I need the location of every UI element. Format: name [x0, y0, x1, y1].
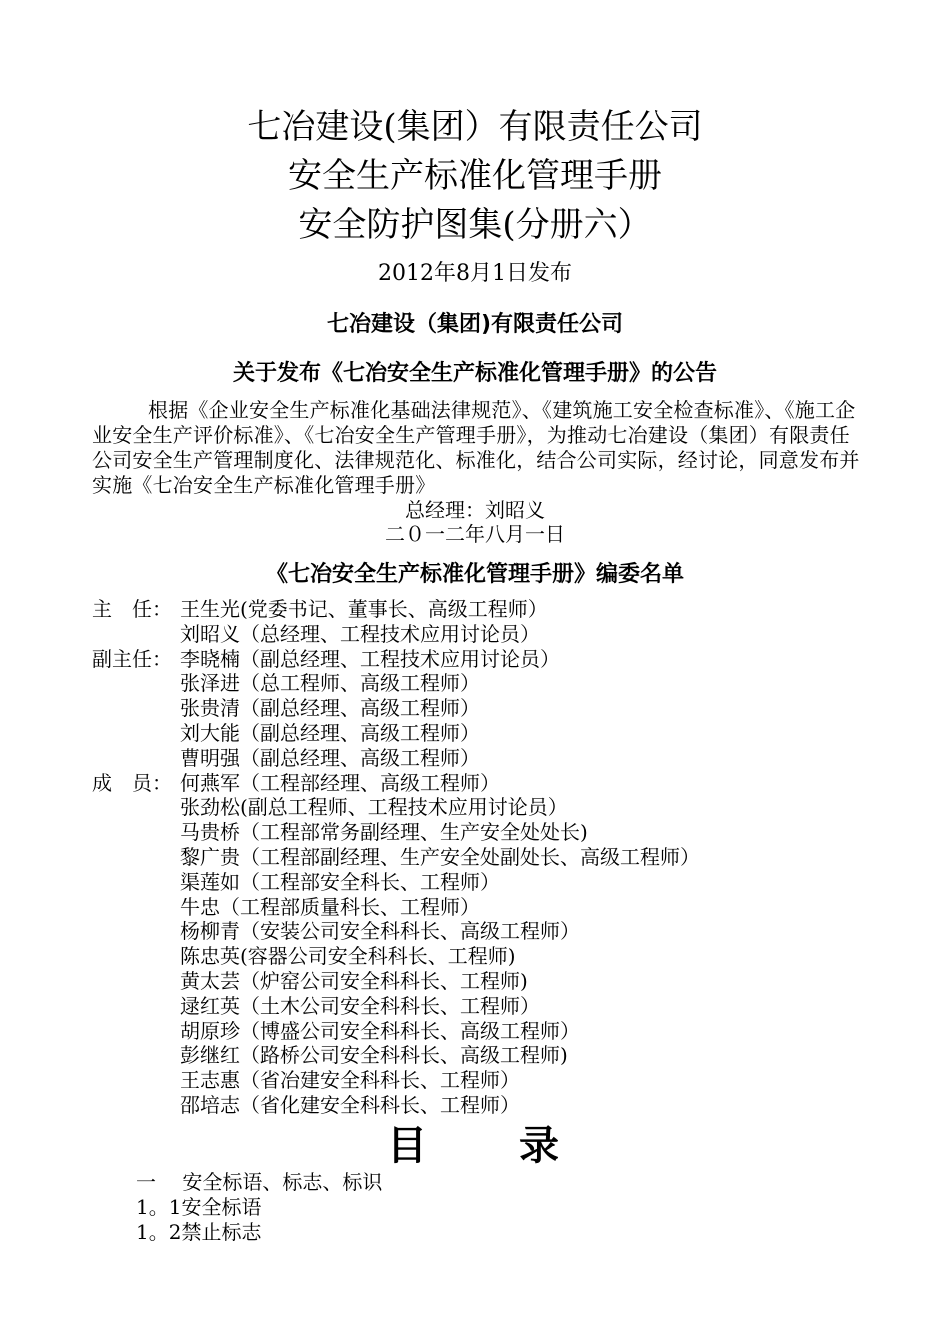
- committee-role-label: [92, 919, 180, 944]
- committee-row: [92, 919, 872, 944]
- committee-row: [92, 795, 872, 820]
- committee-member: 张劲松(副总工程师、工程技术应用讨论员）: [180, 795, 568, 820]
- committee-member: 马贵桥（工程部常务副经理、生产安全处处长): [180, 820, 588, 845]
- cover-title-line-1: 七冶建设(集团）有限责任公司: [247, 107, 703, 147]
- committee-row: [92, 771, 872, 796]
- cover-title-line-3: 安全防护图集(分册六）: [298, 205, 652, 245]
- committee-row: [92, 944, 872, 969]
- committee-row: [92, 994, 872, 1019]
- committee-row: [92, 671, 872, 696]
- committee-member: 黎广贵（工程部副经理、生产安全处副处长、高级工程师）: [180, 844, 700, 869]
- committee-role-label: [92, 845, 180, 870]
- committee-member: 杨柳青（安装公司安全科科长、高级工程师）: [180, 919, 580, 944]
- committee-member: 刘昭义（总经理、工程技术应用讨论员）: [180, 621, 540, 646]
- committee-role-label: [92, 1068, 180, 1093]
- committee-row: [92, 647, 872, 672]
- committee-member: 曹明强（副总经理、高级工程师）: [180, 745, 480, 770]
- notice-title: 关于发布《七冶安全生产标准化管理手册》的公告: [232, 361, 717, 386]
- committee-member: 张贵清（副总经理、高级工程师）: [180, 696, 480, 721]
- committee-member: 胡原珍（博盛公司安全科科长、高级工程师）: [180, 1018, 580, 1043]
- committee-row: [92, 1043, 872, 1068]
- committee-row: [92, 721, 872, 746]
- committee-member: 张泽进（总工程师、高级工程师）: [180, 671, 480, 696]
- toc-item: 一 安全标语、标志、标识: [136, 1170, 383, 1194]
- committee-member: 李晓楠（副总经理、工程技术应用讨论员）: [180, 646, 560, 671]
- committee-row: [92, 870, 872, 895]
- committee-member: 邵培志（省化建安全科科长、工程师）: [180, 1092, 520, 1117]
- committee-row: [92, 746, 872, 771]
- committee-role-label: [92, 795, 180, 820]
- committee-role-label: [92, 1019, 180, 1044]
- committee-role-label: [92, 820, 180, 845]
- committee-row: [92, 895, 872, 920]
- committee-role-label: [92, 969, 180, 994]
- toc-item: 1。2禁止标志: [136, 1220, 262, 1244]
- notice-signer: 总经理：刘昭义: [405, 498, 545, 522]
- publish-date: 2012年8月1日发布: [378, 261, 572, 286]
- committee-member: 逯红英（土木公司安全科科长、工程师）: [180, 993, 540, 1018]
- committee-member: 黄太芸（炉窑公司安全科科长、工程师): [180, 968, 528, 993]
- committee-role-label: 副主任：: [92, 646, 172, 671]
- table-of-contents: [136, 1170, 836, 1245]
- committee-member: 何燕军（工程部经理、高级工程师）: [180, 770, 500, 795]
- committee-row: [92, 1068, 872, 1093]
- committee-row: [92, 597, 872, 622]
- committee-role-label: [92, 622, 180, 647]
- committee-member: 陈忠英(容器公司安全科科长、工程师): [180, 944, 516, 969]
- committee-role-label: [92, 1093, 180, 1118]
- committee-row: [92, 1093, 872, 1118]
- committee-role-label: [92, 1043, 180, 1068]
- toc-item: 1。1安全标语: [136, 1195, 262, 1219]
- committee-row: [92, 1019, 872, 1044]
- committee-title: 《七冶安全生产标准化管理手册》编委名单: [265, 562, 684, 587]
- notice-company-heading: 七冶建设（集团)有限责任公司: [326, 312, 624, 337]
- committee-role-label: 成 员：: [92, 770, 172, 795]
- committee-row: [92, 820, 872, 845]
- committee-role-label: [92, 870, 180, 895]
- committee-member: 彭继红（路桥公司安全科科长、高级工程师): [180, 1043, 568, 1068]
- committee-row: [92, 696, 872, 721]
- committee-role-label: [92, 721, 180, 746]
- committee-role-label: [92, 994, 180, 1019]
- committee-row: [92, 969, 872, 994]
- committee-role-label: [92, 671, 180, 696]
- committee-role-label: 主 任：: [92, 597, 172, 621]
- notice-date: 二０一二年八月一日: [385, 522, 565, 546]
- committee-row: [92, 622, 872, 647]
- toc-title: 目 录: [387, 1123, 563, 1169]
- notice-body: 根据《企业安全生产标准化基础法律规范》、《建筑施工安全检查标准》、《施工企业安全生产评价标准》、《七冶安全生产管理手册》，为推动七冶建设（集团）有限责任公司安全生产管理制度化、法律规范化、标准化，结合公司实际，经讨论，同意发布并实施《七冶安全生产标准化管理手册》: [92, 398, 860, 497]
- committee-role-label: [92, 746, 180, 771]
- committee-member: 王志惠（省冶建安全科科长、工程师）: [180, 1068, 520, 1093]
- committee-row: [92, 845, 872, 870]
- committee-list: [92, 597, 872, 1118]
- committee-member: 刘大能（副总经理、高级工程师）: [180, 720, 480, 745]
- committee-role-label: [92, 895, 180, 920]
- committee-member: 牛忠（工程部质量科长、工程师）: [180, 894, 480, 919]
- committee-role-label: [92, 696, 180, 721]
- committee-role-label: [92, 944, 180, 969]
- cover-title-line-2: 安全生产标准化管理手册: [288, 156, 662, 196]
- committee-member: 渠莲如（工程部安全科长、工程师）: [180, 869, 500, 894]
- committee-member: 王生光(党委书记、董事长、高级工程师）: [180, 597, 548, 621]
